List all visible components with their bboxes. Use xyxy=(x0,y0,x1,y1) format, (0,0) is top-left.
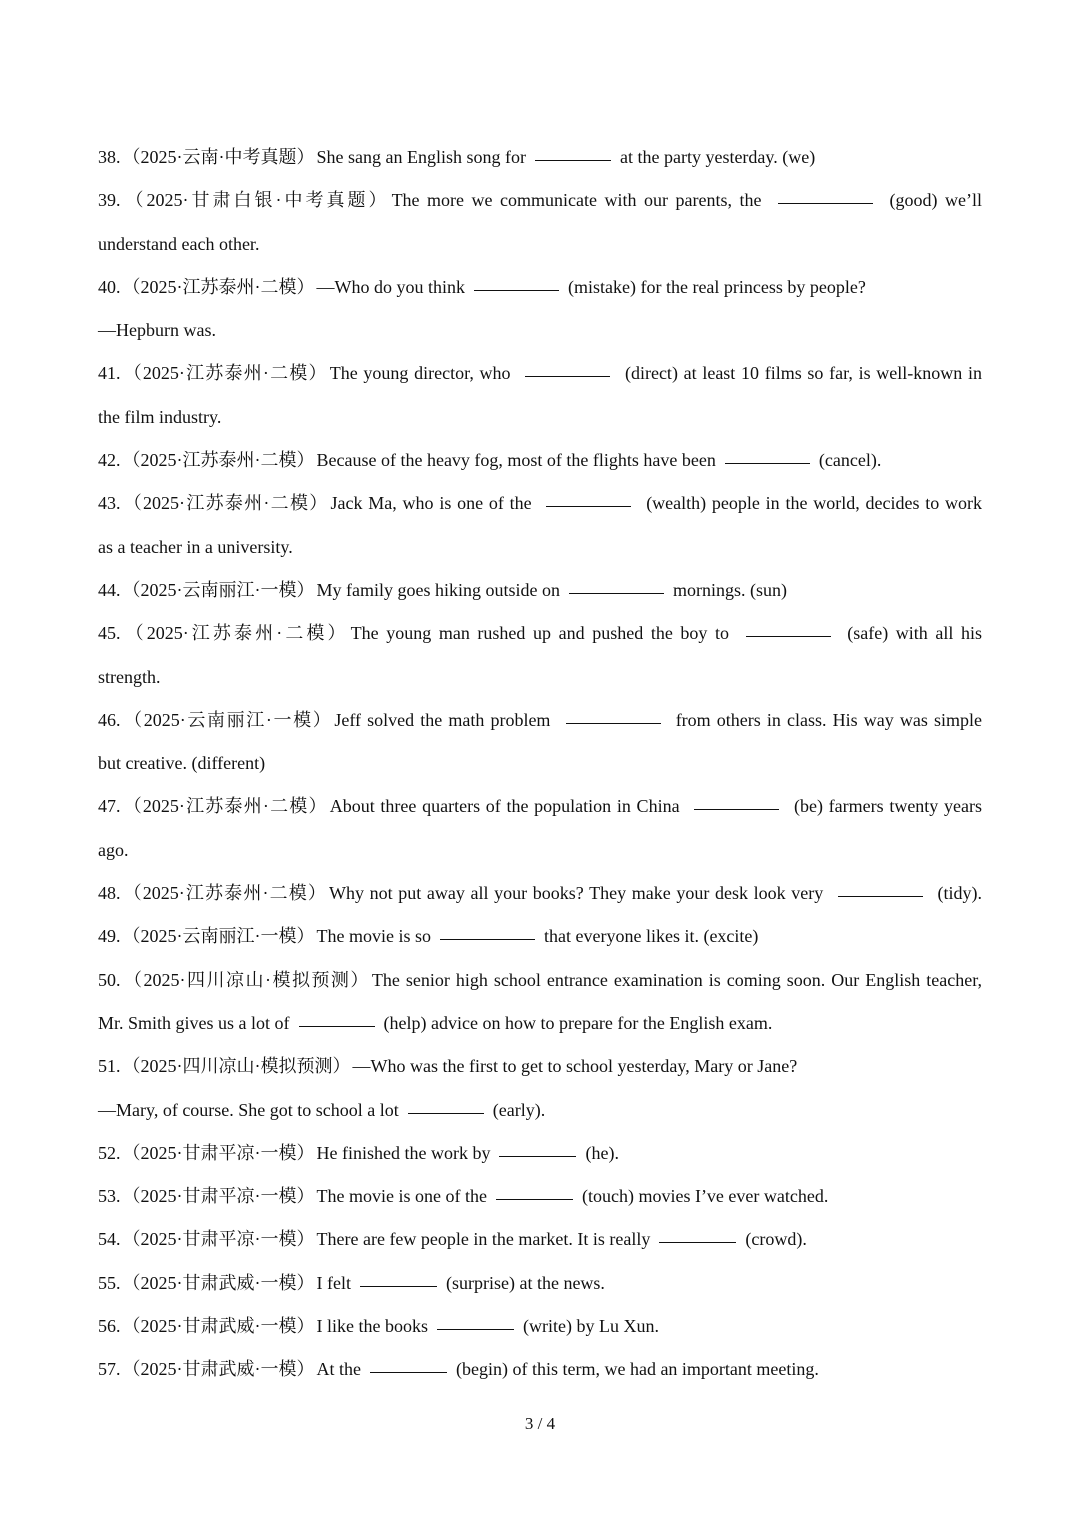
question-55: 55. （2025·甘肃武威·一模） I felt (surprise) at the news. xyxy=(98,1272,605,1293)
question-continuation: —Hepburn was. xyxy=(98,320,216,341)
answer-blank[interactable] xyxy=(474,289,559,291)
question-50: 50. （2025·四川凉山·模拟预测） The senior high school entrance examination is coming soon. Our English teacher, xyxy=(98,969,982,990)
question-52: 52. （2025·甘肃平凉·一模） He finished the work by (he). xyxy=(98,1142,619,1163)
question-39: 39. （2025·甘肃白银·中考真题） The more we communicate with our parents, the (good) we’ll xyxy=(98,190,982,211)
question-45: 45. （2025·江苏泰州·二模） The young man rushed up and pushed the boy to (safe) with all his xyxy=(98,623,983,644)
answer-blank[interactable] xyxy=(746,635,831,637)
question-56: 56. （2025·甘肃武威·一模） I like the books (write) by Lu Xun. xyxy=(98,1316,659,1337)
answer-blank[interactable] xyxy=(360,1285,437,1287)
answer-blank[interactable] xyxy=(569,592,664,594)
question-51: 51. （2025·四川凉山·模拟预测） —Who was the first to get to school yesterday, Mary or Jane? xyxy=(98,1056,798,1077)
answer-blank[interactable] xyxy=(437,1328,514,1330)
question-47: 47. （2025·江苏泰州·二模） About three quarters of the population in China (be) farmers twenty years xyxy=(98,796,982,817)
page-number: 3 / 4 xyxy=(524,1414,556,1433)
answer-blank[interactable] xyxy=(566,722,661,724)
answer-blank[interactable] xyxy=(408,1112,484,1114)
answer-blank[interactable] xyxy=(299,1025,375,1027)
question-continuation: understand each other. xyxy=(98,233,260,254)
answer-blank[interactable] xyxy=(525,375,610,377)
question-list xyxy=(98,136,982,1392)
question-continuation: but creative. (different) xyxy=(98,753,266,774)
question-50-line-2: Mr. Smith gives us a lot of (help) advice on how to prepare for the English exam. xyxy=(98,1012,773,1033)
question-44: 44. （2025·云南丽江·一模） My family goes hiking outside on mornings. (sun) xyxy=(98,579,787,600)
answer-blank[interactable] xyxy=(440,938,535,940)
question-42: 42. （2025·江苏泰州·二模） Because of the heavy fog, most of the flights have been (cancel). xyxy=(98,450,882,471)
answer-blank[interactable] xyxy=(694,808,779,810)
question-continuation: the film industry. xyxy=(98,406,222,427)
question-49: 49. （2025·云南丽江·一模） The movie is so that everyone likes it. (excite) xyxy=(98,926,759,947)
question-continuation: as a teacher in a university. xyxy=(98,536,293,557)
question-54: 54. （2025·甘肃平凉·一模） There are few people in the market. It is really (crowd). xyxy=(98,1229,807,1250)
question-continuation: ago. xyxy=(98,839,129,860)
answer-blank[interactable] xyxy=(725,462,810,464)
question-40: 40. （2025·江苏泰州·二模） —Who do you think (mistake) for the real princess by people? xyxy=(98,276,866,297)
answer-blank[interactable] xyxy=(499,1155,576,1157)
question-53: 53. （2025·甘肃平凉·一模） The movie is one of the (touch) movies I’ve ever watched. xyxy=(98,1186,829,1207)
question-48: 48. （2025·江苏泰州·二模） Why not put away all your books? They make your desk look very (tidy). xyxy=(98,883,982,904)
question-43: 43. （2025·江苏泰州·二模） Jack Ma, who is one of the (wealth) people in the world, decides to work xyxy=(98,493,983,514)
answer-blank[interactable] xyxy=(778,202,873,204)
answer-blank[interactable] xyxy=(659,1241,736,1243)
question-57: 57. （2025·甘肃武威·一模） At the (begin) of this term, we had an important meeting. xyxy=(98,1359,819,1380)
question-46: 46. （2025·云南丽江·一模） Jeff solved the math problem from others in class. His way was simple xyxy=(98,709,982,730)
answer-blank[interactable] xyxy=(535,159,611,161)
answer-blank[interactable] xyxy=(496,1198,573,1200)
answer-blank[interactable] xyxy=(838,895,923,897)
question-continuation: strength. xyxy=(98,666,161,687)
answer-blank[interactable] xyxy=(546,505,631,507)
question-38: 38. （2025·云南·中考真题） She sang an English song for at the party yesterday. (we) xyxy=(98,147,816,167)
question-51-line-2: —Mary, of course. She got to school a lot (early). xyxy=(98,1099,546,1120)
answer-blank[interactable] xyxy=(370,1371,447,1373)
question-41: 41. （2025·江苏泰州·二模） The young director, who (direct) at least 10 films so far, is well-known in xyxy=(98,363,982,384)
